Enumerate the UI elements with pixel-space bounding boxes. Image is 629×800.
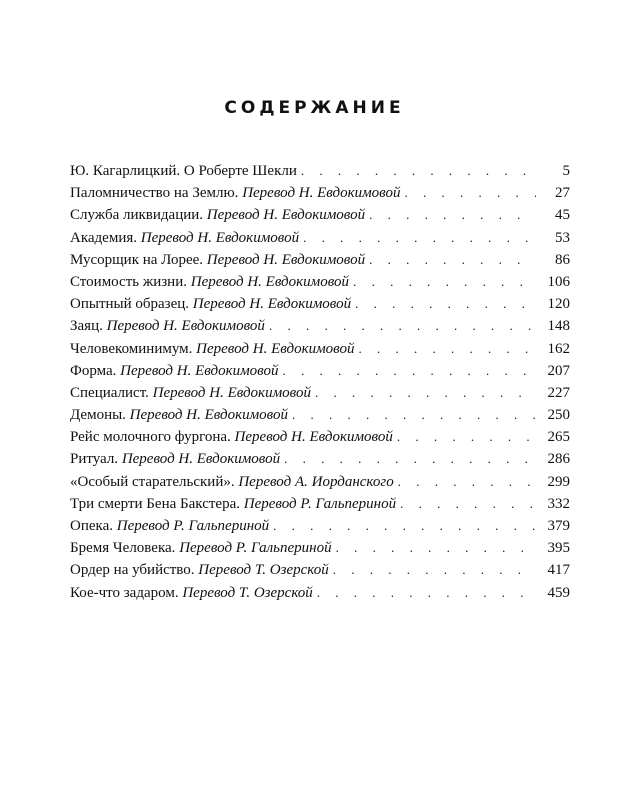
toc-entry-translator: Перевод Р. Гальпериной	[179, 540, 332, 557]
dot-leader	[369, 207, 536, 223]
toc-entry-page: 120	[547, 296, 570, 313]
toc-entry-title: Специалист. Перевод Н. Евдокимовой	[70, 384, 311, 401]
dot-leader	[283, 363, 537, 379]
toc-entry	[70, 318, 570, 340]
toc-entry	[70, 207, 570, 229]
toc-entry-translator: Перевод А. Иорданского	[238, 473, 394, 490]
toc-entry-translator: Перевод Н. Евдокимовой	[196, 340, 355, 357]
toc-entry	[70, 252, 570, 274]
dot-leader	[317, 585, 536, 601]
toc-entry-page: 227	[547, 384, 570, 401]
toc-entry-page: 148	[547, 318, 570, 335]
toc-entry-title: Ордер на убийство. Перевод Т. Озерской	[70, 562, 329, 579]
toc-entry	[70, 518, 570, 540]
toc-entry-title: Демоны. Перевод Н. Евдокимовой	[70, 407, 288, 424]
toc-entry	[70, 407, 570, 429]
toc-entry-page: 286	[547, 451, 570, 468]
toc-entry-page: 265	[547, 429, 570, 446]
toc-entry	[70, 363, 570, 385]
toc-entry-title: Рейс молочного фургона. Перевод Н. Евдокимовой	[70, 429, 393, 446]
toc-entry	[70, 451, 570, 473]
dot-leader	[269, 318, 536, 334]
toc-entry-title: Стоимость жизни. Перевод Н. Евдокимовой	[70, 273, 350, 290]
toc-entry-translator: Перевод Н. Евдокимовой	[190, 273, 350, 290]
toc-entry-title: Ю. Кагарлицкий. О Роберте Шекли	[70, 163, 297, 179]
toc-entry	[70, 230, 570, 252]
toc-entry-page: 27	[555, 185, 570, 202]
toc-entry-page: 379	[547, 518, 570, 534]
dot-leader	[333, 562, 536, 578]
toc-entry-page: 45	[555, 207, 570, 224]
dot-leader	[355, 296, 536, 312]
dot-leader	[400, 496, 536, 512]
toc-entry	[70, 296, 570, 318]
toc-entry-title: Мусорщик на Лорее. Перевод Н. Евдокимовой	[70, 251, 366, 268]
toc-entry-title: Бремя Человека. Перевод Р. Гальпериной	[70, 540, 332, 557]
toc-entry-page: 250	[547, 407, 570, 424]
table-of-contents	[70, 163, 570, 607]
toc-entry-translator: Перевод Н. Евдокимовой	[152, 384, 311, 401]
toc-entry	[70, 341, 570, 363]
toc-entry-title: Заяц. Перевод Н. Евдокимовой	[70, 318, 265, 335]
toc-entry-title: Академия. Перевод Н. Евдокимовой	[70, 229, 300, 246]
dot-leader	[284, 451, 536, 467]
toc-entry-page: 395	[547, 540, 570, 557]
dot-leader	[303, 230, 536, 246]
toc-entry-page: 162	[547, 340, 570, 357]
dot-leader	[369, 252, 536, 268]
toc-entry-translator: Перевод Н. Евдокимовой	[206, 207, 366, 224]
toc-entry-title: «Особый старательский». Перевод А. Иорданского	[70, 473, 394, 490]
toc-entry-translator: Перевод Р. Гальпериной	[243, 495, 397, 512]
dot-leader	[358, 341, 536, 357]
toc-entry-page: 5	[562, 163, 570, 179]
dot-leader	[405, 185, 536, 201]
dot-leader	[353, 274, 536, 290]
toc-entry-page: 332	[547, 495, 570, 512]
dot-leader	[315, 385, 536, 401]
toc-entry-page: 207	[547, 362, 570, 379]
toc-entry-page: 299	[547, 473, 570, 490]
toc-entry-translator: Перевод Н. Евдокимовой	[192, 296, 352, 313]
toc-entry-title: Опека. Перевод Р. Гальпериной	[70, 518, 270, 534]
toc-entry	[70, 185, 570, 207]
toc-entry	[70, 585, 570, 607]
toc-entry-translator: Перевод Н. Евдокимовой	[120, 362, 279, 379]
toc-entry-title: Ритуал. Перевод Н. Евдокимовой	[70, 451, 281, 468]
dot-leader	[398, 474, 536, 490]
toc-entry-translator: Перевод Р. Гальпериной	[116, 518, 270, 534]
toc-entry-translator: Перевод Н. Евдокимовой	[121, 451, 281, 468]
toc-entry	[70, 385, 570, 407]
toc-entry-translator: Перевод Н. Евдокимовой	[206, 251, 366, 268]
toc-entry-translator: Перевод Н. Евдокимовой	[106, 318, 265, 335]
toc-entry-page: 459	[547, 584, 570, 601]
toc-entry-page: 53	[555, 229, 570, 246]
toc-entry	[70, 540, 570, 562]
toc-entry	[70, 163, 570, 185]
toc-entry-translator: Перевод Н. Евдокимовой	[234, 429, 393, 446]
dot-leader	[336, 540, 536, 556]
toc-entry	[70, 474, 570, 496]
toc-entry-title: Человекоминимум. Перевод Н. Евдокимовой	[70, 340, 355, 357]
toc-entry-translator: Перевод Т. Озерской	[182, 584, 313, 601]
toc-entry-page: 106	[547, 273, 570, 290]
toc-entry-title: Служба ликвидации. Перевод Н. Евдокимовой	[70, 207, 366, 224]
toc-entry-title: Три смерти Бена Бакстера. Перевод Р. Гальпериной	[70, 495, 397, 512]
toc-entry-translator: Перевод Н. Евдокимовой	[129, 407, 288, 424]
toc-entry-translator: Перевод Т. Озерской	[198, 562, 329, 579]
dot-leader	[292, 407, 536, 423]
toc-entry	[70, 562, 570, 584]
toc-entry-translator: Перевод Н. Евдокимовой	[242, 185, 401, 202]
dot-leader	[397, 429, 536, 445]
toc-entry-title: Форма. Перевод Н. Евдокимовой	[70, 362, 279, 379]
toc-entry	[70, 429, 570, 451]
toc-entry-title: Опытный образец. Перевод Н. Евдокимовой	[70, 296, 352, 313]
toc-entry-translator: Перевод Н. Евдокимовой	[140, 229, 300, 246]
toc-entry	[70, 274, 570, 296]
toc-entry-page: 86	[555, 251, 570, 268]
toc-entry-title: Паломничество на Землю. Перевод Н. Евдокимовой	[70, 185, 401, 202]
toc-entry-page: 417	[547, 562, 570, 579]
dot-leader	[301, 163, 536, 179]
page-title: СОДЕРЖАНИЕ	[224, 98, 405, 118]
toc-entry-title: Кое-что задаром. Перевод Т. Озерской	[70, 584, 313, 601]
toc-entry	[70, 496, 570, 518]
dot-leader	[273, 518, 536, 534]
